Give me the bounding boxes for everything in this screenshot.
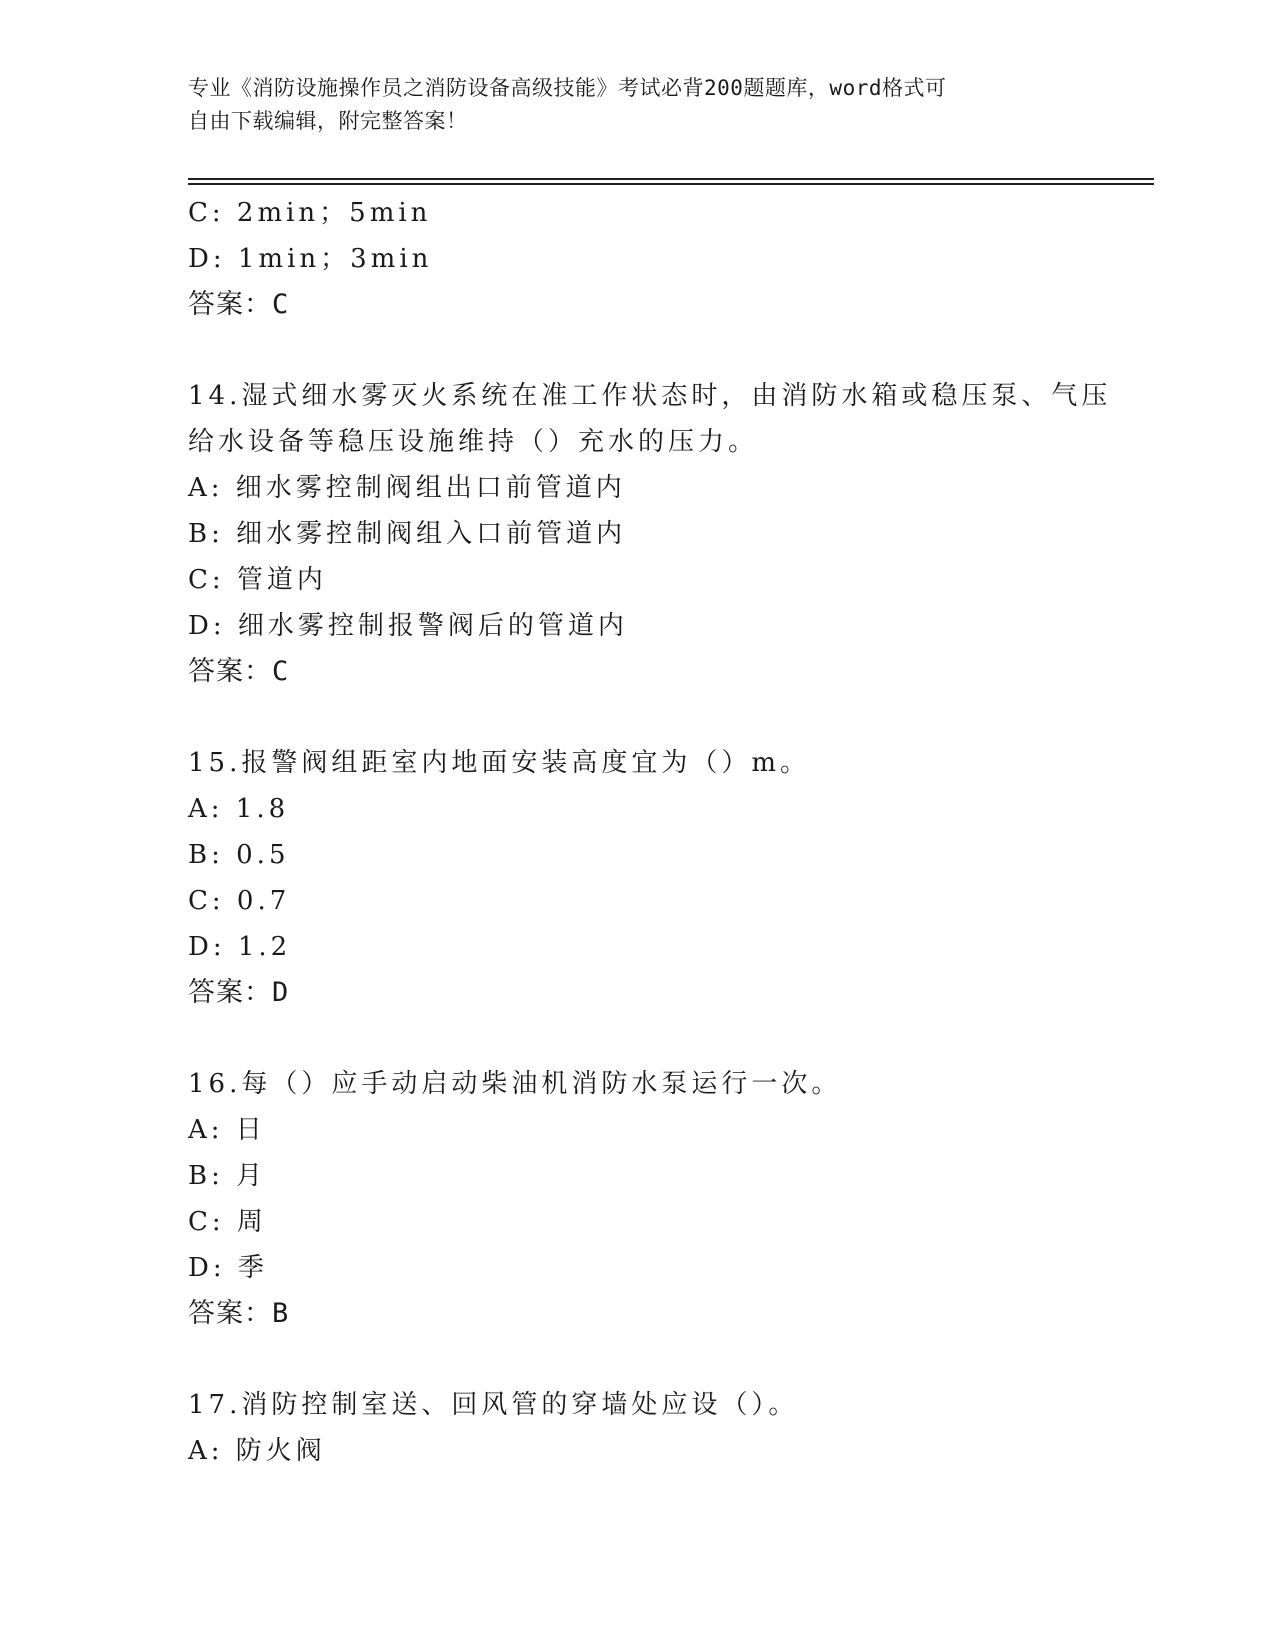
answer-line: 答案：D	[188, 977, 290, 1008]
option-c: C: 2min；5min	[188, 198, 432, 228]
option-a: A: 1.8	[188, 794, 290, 824]
option-d: D: 细水雾控制报警阀后的管道内	[188, 611, 628, 641]
question-list	[188, 190, 1148, 1474]
header-line-1: 专业《消防设施操作员之消防设备高级技能》考试必背200题题库，word格式可	[188, 76, 947, 100]
question-17	[188, 1382, 1148, 1474]
option-b: B: 细水雾控制阀组入口前管道内	[188, 519, 627, 549]
answer-line: 答案：B	[188, 1298, 290, 1329]
option-a: A: 细水雾控制阀组出口前管道内	[188, 473, 626, 503]
question-stem-line-1: 16.每（）应手动启动柴油机消防水泵运行一次。	[188, 1069, 842, 1099]
spacer	[188, 1016, 1148, 1061]
option-d: D: 季	[188, 1253, 268, 1283]
question-stem-line-2: 给水设备等稳压设施维持（）充水的压力。	[188, 427, 759, 457]
header-line-2: 自由下载编辑，附完整答案！	[188, 109, 468, 133]
question-14	[188, 373, 1148, 695]
answer-line: 答案：C	[188, 289, 290, 320]
option-a: A: 防火阀	[188, 1436, 326, 1466]
option-a: A: 日	[188, 1115, 266, 1145]
option-c: C: 周	[188, 1207, 267, 1237]
spacer	[188, 1337, 1148, 1382]
spacer	[188, 695, 1148, 740]
spacer	[188, 328, 1148, 373]
option-c: C: 0.7	[188, 886, 291, 916]
option-d: D: 1min；3min	[188, 244, 433, 274]
question-15	[188, 740, 1148, 1016]
document-header	[188, 72, 1088, 138]
question-13-continued	[188, 190, 1148, 328]
answer-line: 答案：C	[188, 656, 290, 687]
question-stem-line-1: 15.报警阀组距室内地面安装高度宜为（）m。	[188, 748, 811, 778]
option-d: D: 1.2	[188, 932, 292, 962]
question-stem-line-1: 17.消防控制室送、回风管的穿墙处应设（）。	[188, 1390, 799, 1420]
header-divider-top	[188, 178, 1154, 180]
question-stem-line-1: 14.湿式细水雾灭火系统在准工作状态时，由消防水箱或稳压泵、气压	[188, 381, 1112, 411]
option-b: B: 0.5	[188, 840, 290, 870]
option-b: B: 月	[188, 1161, 267, 1191]
question-16	[188, 1061, 1148, 1337]
header-divider-bottom	[188, 183, 1154, 185]
option-c: C: 管道内	[188, 565, 327, 595]
